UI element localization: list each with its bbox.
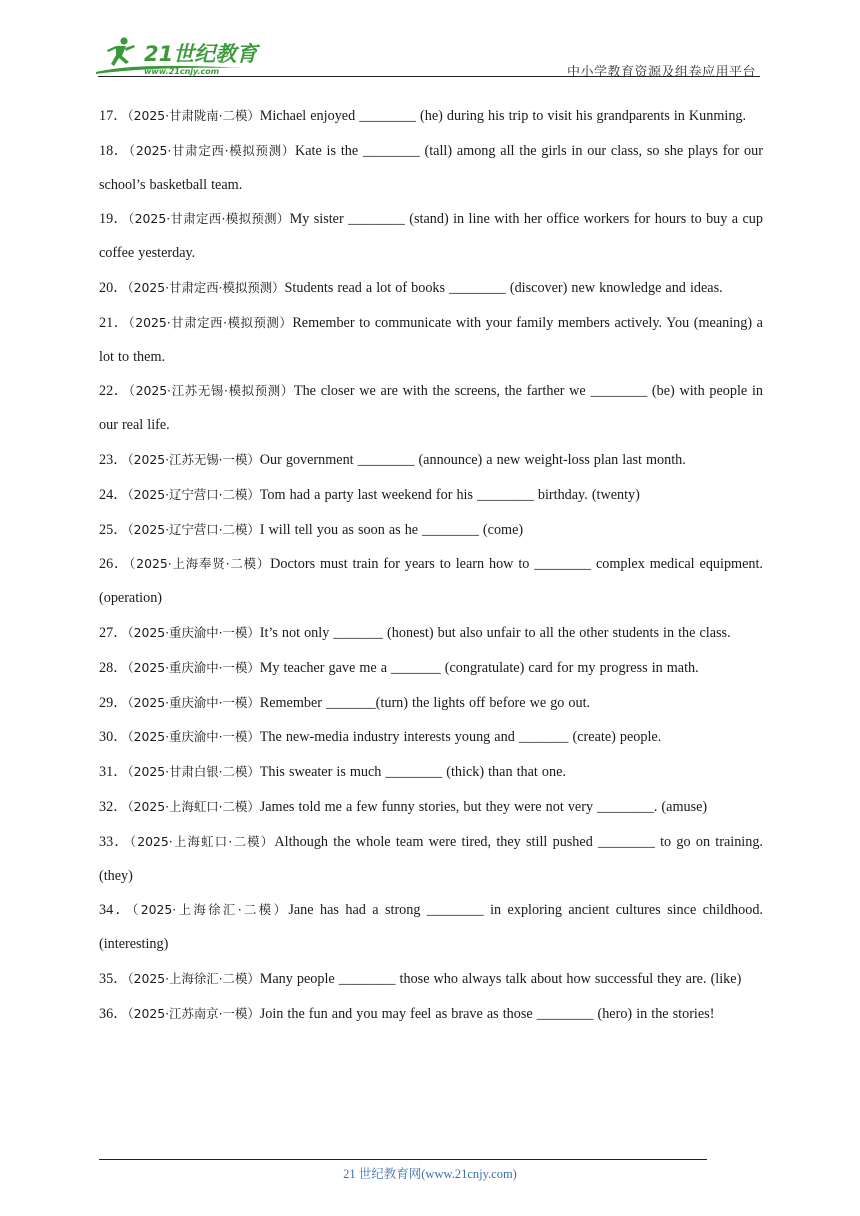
question-list [99,99,763,1032]
question-number: 18． [99,142,129,159]
question-source: （2025·上海徐汇·二模） [127,970,260,986]
question-number: 31． [99,764,128,781]
question-source: （2025·甘肃陇南·二模） [127,108,260,123]
question-number: 22． [99,383,129,400]
question-item [99,755,763,790]
question-source: （2025·辽宁营口·二模） [127,521,260,537]
question-number: 34． [99,902,133,919]
question-item [99,893,763,962]
question-source: （2025·甘肃定西·模拟预测） [127,279,285,295]
question-number: 30． [99,729,128,746]
question-number: 25． [99,521,128,538]
question-number: 35． [99,970,128,987]
question-text: Remember _______(turn) the lights off before we go out. [259,694,591,711]
question-item [99,99,763,134]
question-item [99,997,763,1032]
page-header [0,0,860,80]
question-text: Many people ________ those who always talk about how successful they are. (like) [259,970,742,987]
question-source: （2025·上海奉贤·二模） [129,556,271,572]
question-item [99,374,763,443]
question-source: （2025·上海虹口·二模） [129,833,275,849]
question-source: （2025·重庆渝中·一模） [127,694,260,710]
question-item [99,202,763,271]
question-number: 33． [99,833,130,850]
footer-divider [99,1159,707,1160]
question-item [99,616,763,651]
question-item [99,790,763,825]
question-number: 32． [99,798,128,815]
question-text: Kate is the ________ (tall) among all the girls in our class, so she plays for our school’s basketball team. [99,142,763,193]
question-text: Join the fun and you may feel as brave as those ________ (hero) in the stories! [259,1005,715,1022]
platform-title: 中小学教育资源及组卷应用平台 [566,65,756,80]
question-source: （2025·甘肃定西·模拟预测） [128,142,295,158]
header-divider [98,76,760,77]
question-source: （2025·甘肃定西·模拟预测） [128,314,293,330]
svg-text:21世纪教育: 21世纪教育 [144,42,258,66]
question-text: Our government ________ (announce) a new weight-loss plan last month. [259,451,686,468]
svg-text:www.21cnjy.com: www.21cnjy.com [144,67,220,76]
question-text: It’s not only _______ (honest) but also unfair to all the other students in the class. [259,624,731,641]
question-item [99,825,763,894]
question-item [99,478,763,513]
question-item [99,271,763,306]
question-number: 36． [99,1005,128,1022]
question-text: Jane has had a strong ________ in exploring ancient cultures since childhood. (interesting) [99,902,763,953]
question-number: 20． [99,279,128,296]
question-text: This sweater is much ________ (thick) than that one. [259,764,566,781]
question-number: 24． [99,486,128,503]
question-source: （2025·江苏南京·一模） [127,1005,260,1021]
question-number: 28． [99,659,128,676]
question-number: 21． [99,314,129,331]
question-source: （2025·辽宁营口·二模） [127,486,260,502]
question-text: Although the whole team were tired, they still pushed ________ to go on training. (they) [99,833,763,884]
question-source: （2025·重庆渝中·一模） [127,659,260,675]
question-text: I will tell you as soon as he ________ (come) [259,521,524,538]
question-text: The new-media industry interests young and _______ (create) people. [259,729,662,746]
question-text: Remember to communicate with your family members actively. You (meaning) a lot to them. [99,314,763,365]
question-number: 19． [99,211,129,228]
question-text: My sister ________ (stand) in line with her office workers for hours to buy a cup coffee yesterday. [99,211,763,262]
question-item [99,443,763,478]
question-item [99,134,763,203]
question-number: 27． [99,624,128,641]
footer-text: 21 世纪教育网(www.21cnjy.com) [343,1167,517,1181]
question-number: 23． [99,451,128,468]
question-number: 26． [99,556,130,573]
question-source: （2025·上海虹口·二模） [127,798,260,814]
question-source: （2025·江苏无锡·模拟预测） [128,383,294,399]
question-source: （2025·重庆渝中·一模） [127,729,260,745]
question-text: Tom had a party last weekend for his ________ birthday. (twenty) [259,486,640,503]
question-text: Michael enjoyed ________ (he) during his trip to visit his grandparents in Kunming. [259,108,747,124]
question-item [99,720,763,755]
question-text: The closer we are with the screens, the farther we ________ (be) with people in our real life. [99,383,763,434]
question-source: （2025·甘肃定西·模拟预测） [128,211,290,227]
site-logo [92,36,262,78]
question-source: （2025·江苏无锡·一模） [127,451,260,467]
question-item [99,306,763,375]
question-number: 29． [99,694,128,711]
question-item [99,686,763,721]
question-text: James told me a few funny stories, but they were not very ________. (amuse) [259,798,708,815]
question-number: 17． [99,108,128,124]
question-item [99,962,763,997]
question-text: Students read a lot of books ________ (discover) new knowledge and ideas. [284,279,723,296]
question-source: （2025·重庆渝中·一模） [127,624,260,640]
question-item [99,513,763,548]
question-source: （2025·上海徐汇·二模） [132,902,289,918]
question-item [99,651,763,686]
question-text: My teacher gave me a _______ (congratulate) card for my progress in math. [259,659,699,676]
question-source: （2025·甘肃白银·二模） [127,764,260,780]
question-item [99,547,763,616]
question-text: Doctors must train for years to learn how to ________ complex medical equipment. (operation) [99,556,763,607]
